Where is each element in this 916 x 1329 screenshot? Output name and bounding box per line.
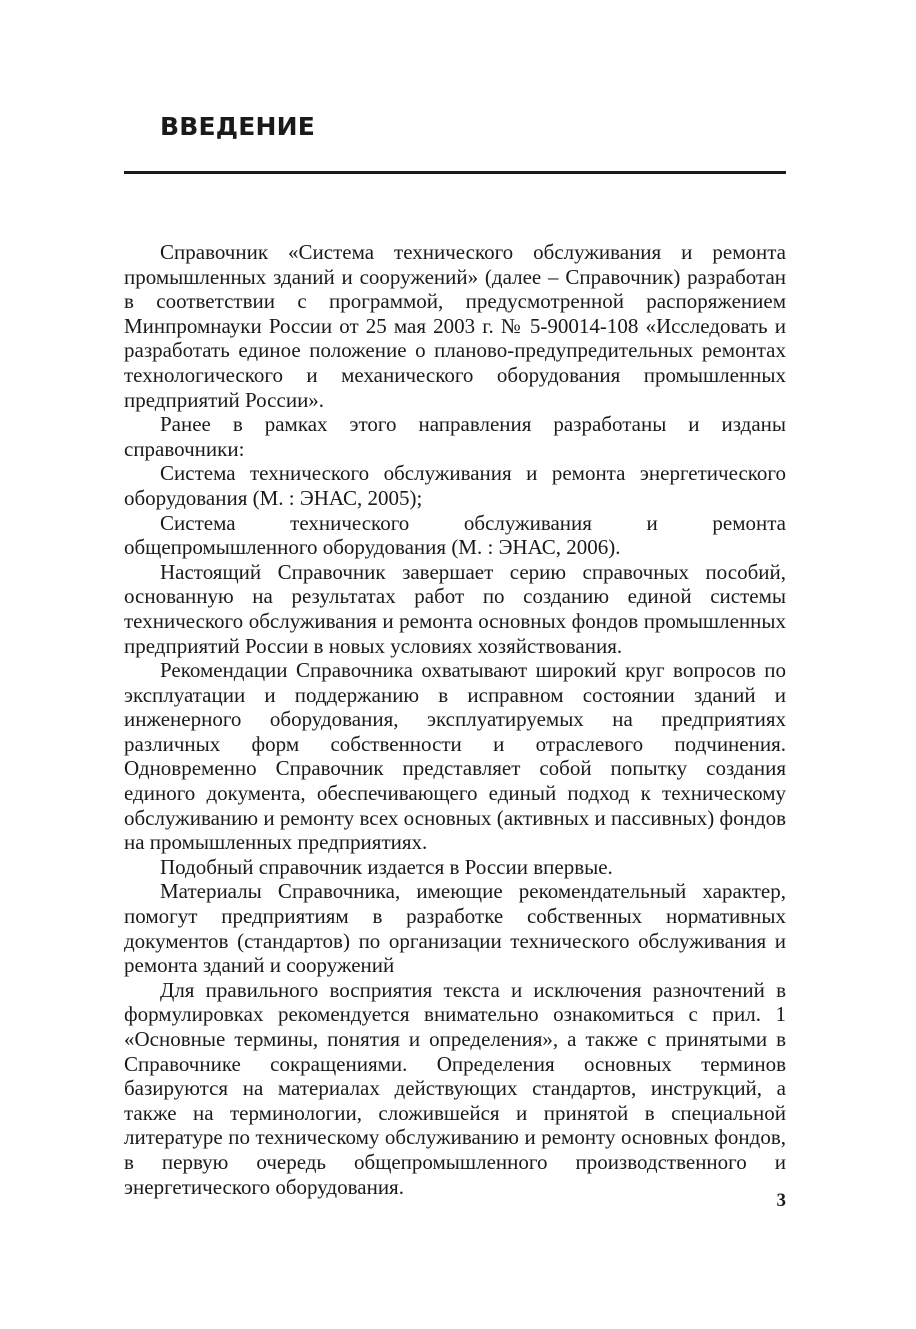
paragraph: Настоящий Справочник завершает серию справочных пособий, основанную на результатах работ по созданию единой системы технического обслуживания и ремонта основных фондов промышленных предприятий России в новых условиях хозяйствования. xyxy=(124,559,786,658)
paragraph: Рекомендации Справочника охватывают широкий круг вопросов по эксплуатации и поддержанию в исправном состоянии зданий и инженерного оборудования, эксплуатируемых на предприятиях различных форм собственности и отраслевого подчинения. Одновременно Справочник представляет собой попытку создания единого документа, обеспечивающего единый подход к техническому обслуживанию и ремонту всех основных (активных и пассивных) фондов на промышленных предприятиях. xyxy=(124,658,786,855)
paragraph: Справочник «Система технического обслуживания и ремонта промышленных зданий и сооружений» (далее – Справочник) разработан в соответствии с программой, предусмотренной распоряжением Минпромнауки России от 25 мая 2003 г. № 5-90014-108 «Исследовать и разработать единое положение о планово-предупредительных ремонтах технологического и механического оборудования промышленных предприятий России». xyxy=(124,240,786,412)
body-text xyxy=(124,240,786,1199)
paragraph: Материалы Справочника, имеющие рекомендательный характер, помогут предприятиям в разработке собственных нормативных документов (стандартов) по организации технического обслуживания и ремонта зданий и сооружений xyxy=(124,879,786,978)
paragraph: Для правильного восприятия текста и исключения разночтений в формулировках рекомендуется внимательно ознакомиться с прил. 1 «Основные термины, понятия и определения», а также с принятыми в Справочнике сокращениями. Определения основных терминов базируются на материалах действующих стандартов, инструкций, а также на терминологии, сложившейся и принятой в специальной литературе по техническому обслуживанию и ремонту основных фондов, в первую очередь общепромышленного производственного и энергетического оборудования. xyxy=(124,977,786,1199)
paragraph: Ранее в рамках этого направления разработаны и изданы справочники: xyxy=(124,412,786,461)
paragraph: Подобный справочник издается в России впервые. xyxy=(160,854,613,879)
page-number: 3 xyxy=(776,1190,786,1211)
paragraph: Система технического обслуживания и ремонта энергетического оборудования (М. : ЭНАС, 2005); xyxy=(124,461,786,510)
paragraph: Система технического обслуживания и ремонта общепромышленного оборудования (М. : ЭНАС, 2006). xyxy=(124,510,786,560)
title-underline-rule xyxy=(124,171,786,174)
chapter-title: ВВЕДЕНИЕ xyxy=(160,112,316,141)
